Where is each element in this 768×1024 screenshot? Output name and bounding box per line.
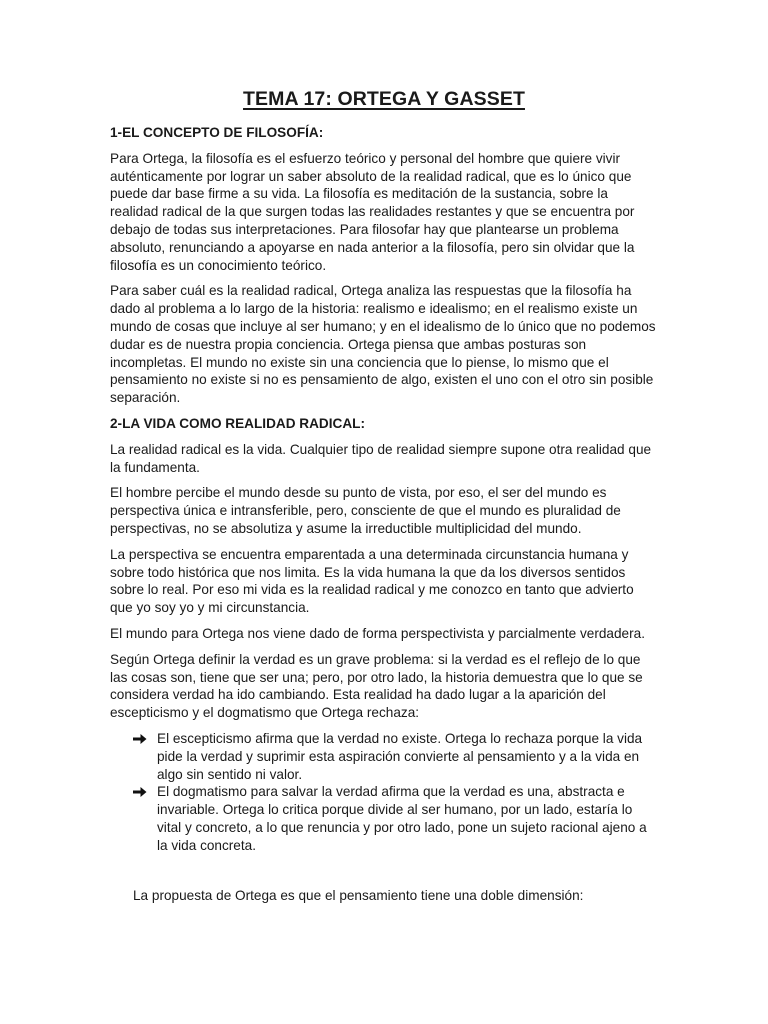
document-title: TEMA 17: ORTEGA Y GASSET	[243, 88, 525, 110]
arrow-right-icon	[133, 733, 147, 745]
bullet-list	[110, 730, 658, 855]
paragraph: Para saber cuál es la realidad radical, Ortega analiza las respuestas que la filosofía ha dado al problema a lo largo de la historia: realismo e idealismo; en el realismo existe un mundo de cosas que incluye al ser humano; y en el idealismo de lo único que no podemos dudar es de nuestra propia conciencia. Ortega piensa que ambas posturas son incompletas. El mundo no existe sin una conciencia que lo piense, lo mismo que el pensamiento no existe si no es pensamiento de algo, existen el uno con el otro sin posible separación.	[110, 283, 656, 406]
paragraph: El hombre percibe el mundo desde su punto de vista, por eso, el ser del mundo es perspectiva única e intransferible, pero, consciente de que el mundo es pluralidad de perspectivas, no se absolutiza y asume la irreductible multiplicidad del mundo.	[110, 485, 621, 536]
paragraph: La realidad radical es la vida. Cualquier tipo de realidad siempre supone otra realidad que la fundamenta.	[110, 441, 652, 475]
arrow-right-icon	[133, 786, 147, 798]
closing-paragraph: La propuesta de Ortega es que el pensamiento tiene una doble dimensión:	[133, 888, 584, 904]
paragraph: Para Ortega, la filosofía es el esfuerzo teórico y personal del hombre que quiere vivir auténticamente por lograr un saber absoluto de la realidad radical, que es lo único que puede dar base firme a su vida. La filosofía es meditación de la sustancia, sobre la realidad radical de la que surgen todas las realidades restantes y que se encuentra por debajo de todas sus interpretaciones. Para filosofar hay que plantearse un problema absoluto, renunciando a apoyarse en nada anterior a la filosofía, pero sin olvidar que la filosofía es un conocimiento teórico.	[110, 150, 635, 273]
paragraph: La perspectiva se encuentra emparentada a una determinada circunstancia humana y sobre todo histórica que nos limita. Es la vida humana la que da los diversos sentidos sobre lo real. Por eso mi vida es la realidad radical y me conozco en tanto que advierto que yo soy yo y mi circunstancia.	[110, 546, 634, 616]
list-item	[133, 783, 658, 854]
list-item	[133, 730, 658, 783]
bullet-text: El escepticismo afirma que la verdad no existe. Ortega lo rechaza porque la vida pide la verdad y suprimir esta aspiración convierte al pensamiento y a la vida en algo sin sentido ni valor.	[157, 730, 643, 782]
section-heading-vida: 2-LA VIDA COMO REALIDAD RADICAL:	[110, 415, 365, 431]
section-heading-concepto: 1-EL CONCEPTO DE FILOSOFÍA:	[110, 125, 324, 140]
paragraph: Según Ortega definir la verdad es un grave problema: si la verdad es el reflejo de lo que las cosas son, tiene que ser una; pero, por otro lado, la historia demuestra que lo que se considera verdad ha ido cambiando. Esta realidad ha dado lugar a la aparición del escepticismo y el dogmatismo que Ortega rechaza:	[110, 651, 643, 721]
paragraph: El mundo para Ortega nos viene dado de forma perspectivista y parcialmente verdadera.	[110, 625, 645, 641]
bullet-text: El dogmatismo para salvar la verdad afirma que la verdad es una, abstracta e invariable. Ortega lo critica porque divide al ser humano, por un lado, estaría lo vital y concreto, a lo que renuncia y por otro lado, pone un sujeto racional ajeno a la vida concreta.	[157, 784, 647, 853]
